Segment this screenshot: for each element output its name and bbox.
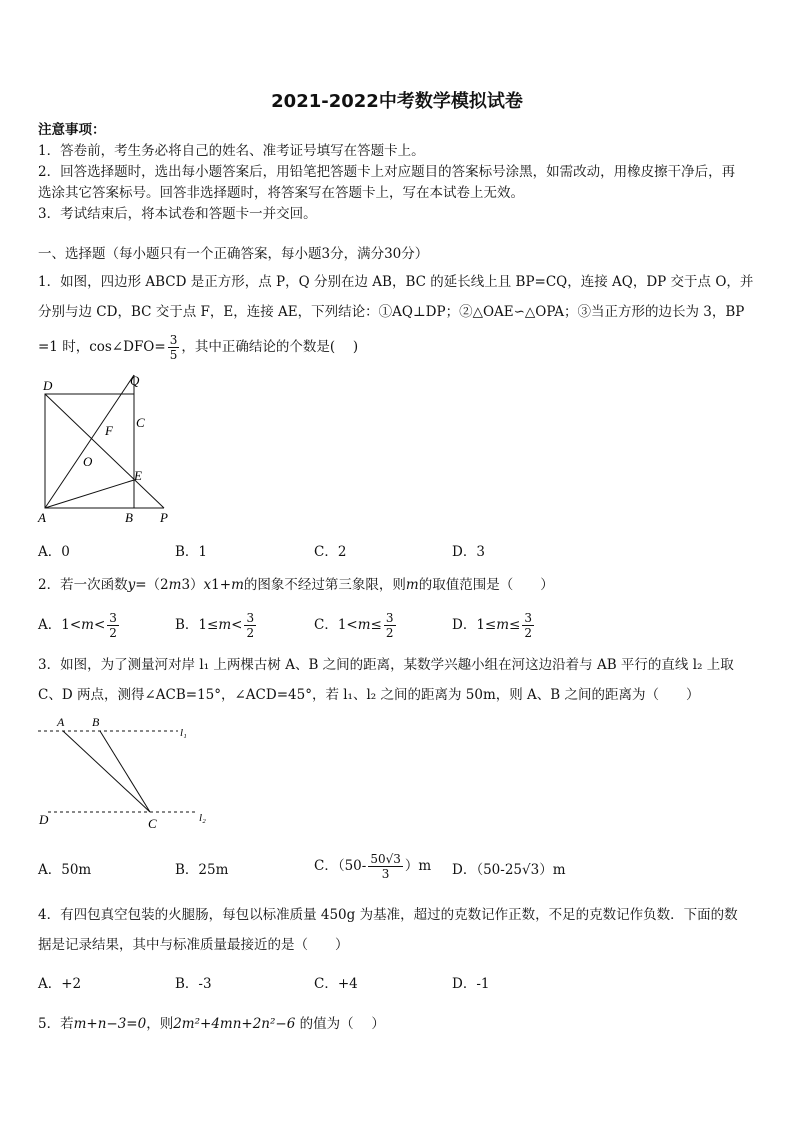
- option-c[interactable]: C．（50- $\frac{50√3}{3}$ ）m: [314, 852, 432, 881]
- question-4-text: 4．有四包真空包装的火腿肠，每包以标准质量 450g 为基准，超过的克数记作正数，不足的克数记作负数．下面的数: [38, 907, 738, 923]
- option-d[interactable]: D．-1: [452, 976, 490, 992]
- label-b: B: [125, 510, 133, 525]
- square-figure: [30, 368, 190, 533]
- question-2-text: 2．若一次函数y=（2m3）x1+m的图象不经过第三象限，则m的取值范围是（ ）: [38, 577, 554, 593]
- notice-heading: 注意事项：: [38, 122, 106, 138]
- notice-item: 选涂其它答案标号。回答非选择题时，将答案写在答题卡上，写在本试卷上无效。: [38, 185, 524, 201]
- question-1-text: 分别与边 CD，BC 交于点 F，E，连接 AE，下列结论：①AQ⊥DP；②△OAE∽△OPA；③当正方形的边长为 3，BP: [38, 304, 745, 320]
- option-c[interactable]: C．1<m≤ $\frac{3}{2}$: [314, 611, 394, 640]
- section-heading: 一、选择题（每小题只有一个正确答案，每小题3分，满分30分）: [38, 246, 429, 262]
- label-b: B: [92, 715, 100, 729]
- label-a: A: [38, 510, 46, 525]
- label-o: O: [83, 454, 93, 469]
- question-3-text: C、D 两点，测得∠ACB=15°，∠ACD=45°，若 l₁、l₂ 之间的距离为 50m，则 A、B 之间的距离为（ ）: [38, 687, 700, 703]
- label-c: C: [136, 415, 145, 430]
- option-d[interactable]: D．（50-25√3）m: [452, 862, 566, 878]
- fraction: $\frac{3}{2}$: [524, 611, 532, 640]
- option-a[interactable]: A．0: [38, 544, 70, 560]
- notice-item: 1．答卷前，考生务必将自己的姓名、准考证号填写在答题卡上。: [38, 143, 425, 159]
- option-b[interactable]: B．1≤m< $\frac{3}{2}$: [175, 611, 255, 640]
- option-a[interactable]: A．50m: [38, 862, 92, 878]
- question-1-text: =1 时，cos∠DFO= $\frac{3}{5}$ ，其中正确结论的个数是( ): [38, 333, 359, 362]
- option-a[interactable]: A．1<m< $\frac{3}{2}$: [38, 611, 117, 640]
- river-figure: [30, 712, 220, 832]
- math-expression: 2m²+4mn+2n²−6: [173, 1016, 296, 1032]
- notice-item: 3．考试结束后，将本试卷和答题卡一并交回。: [38, 206, 317, 222]
- label-l1: l₁: [180, 727, 187, 739]
- option-d[interactable]: D．1≤m≤ $\frac{3}{2}$: [452, 611, 532, 640]
- notice-item: 2．回答选择题时，选出每小题答案后，用铅笔把答题卡上对应题目的答案标号涂黑，如需改动，用橡皮擦干净后，再: [38, 164, 736, 180]
- math-expression: m+n−3=0: [73, 1016, 147, 1032]
- fraction: $\frac{3}{2}$: [246, 611, 255, 640]
- option-b[interactable]: B．1: [175, 544, 208, 560]
- label-l2: l₂: [199, 812, 206, 824]
- option-c[interactable]: C．+4: [314, 976, 358, 992]
- fraction: $\frac{3}{2}$: [109, 611, 117, 640]
- fraction: $\frac{50√3}{3}$: [370, 852, 401, 881]
- fraction: $\frac{3}{5}$: [169, 333, 178, 362]
- label-c: C: [148, 816, 157, 831]
- question-5-text: 5．若m+n−3=0，则2m²+4mn+2n²−6 的值为（ ）: [38, 1016, 385, 1032]
- fraction: $\frac{3}{2}$: [385, 611, 394, 640]
- label-d: D: [39, 812, 49, 827]
- question-1-text: 1．如图，四边形 ABCD 是正方形，点 P，Q 分别在边 AB，BC 的延长线上且 BP=CQ，连接 AQ，DP 交于点 O，并: [38, 274, 754, 290]
- label-e: E: [134, 468, 142, 483]
- question-4-text: 据是记录结果，其中与标准质量最接近的是（ ）: [38, 937, 349, 953]
- option-b[interactable]: B．25m: [175, 862, 229, 878]
- option-d[interactable]: D．3: [452, 544, 485, 560]
- label-d: D: [43, 378, 53, 393]
- page-title: 2021-2022中考数学模拟试卷: [271, 91, 523, 112]
- label-f: F: [105, 423, 113, 438]
- label-a: A: [57, 715, 65, 729]
- option-c[interactable]: C．2: [314, 544, 347, 560]
- label-q: Q: [130, 373, 140, 388]
- option-b[interactable]: B．-3: [175, 976, 212, 992]
- label-p: P: [160, 510, 168, 525]
- question-3-text: 3．如图，为了测量河对岸 l₁ 上两棵古树 A、B 之间的距离，某数学兴趣小组在河这边沿着与 AB 平行的直线 l₂ 上取: [38, 657, 734, 673]
- option-a[interactable]: A．+2: [38, 976, 82, 992]
